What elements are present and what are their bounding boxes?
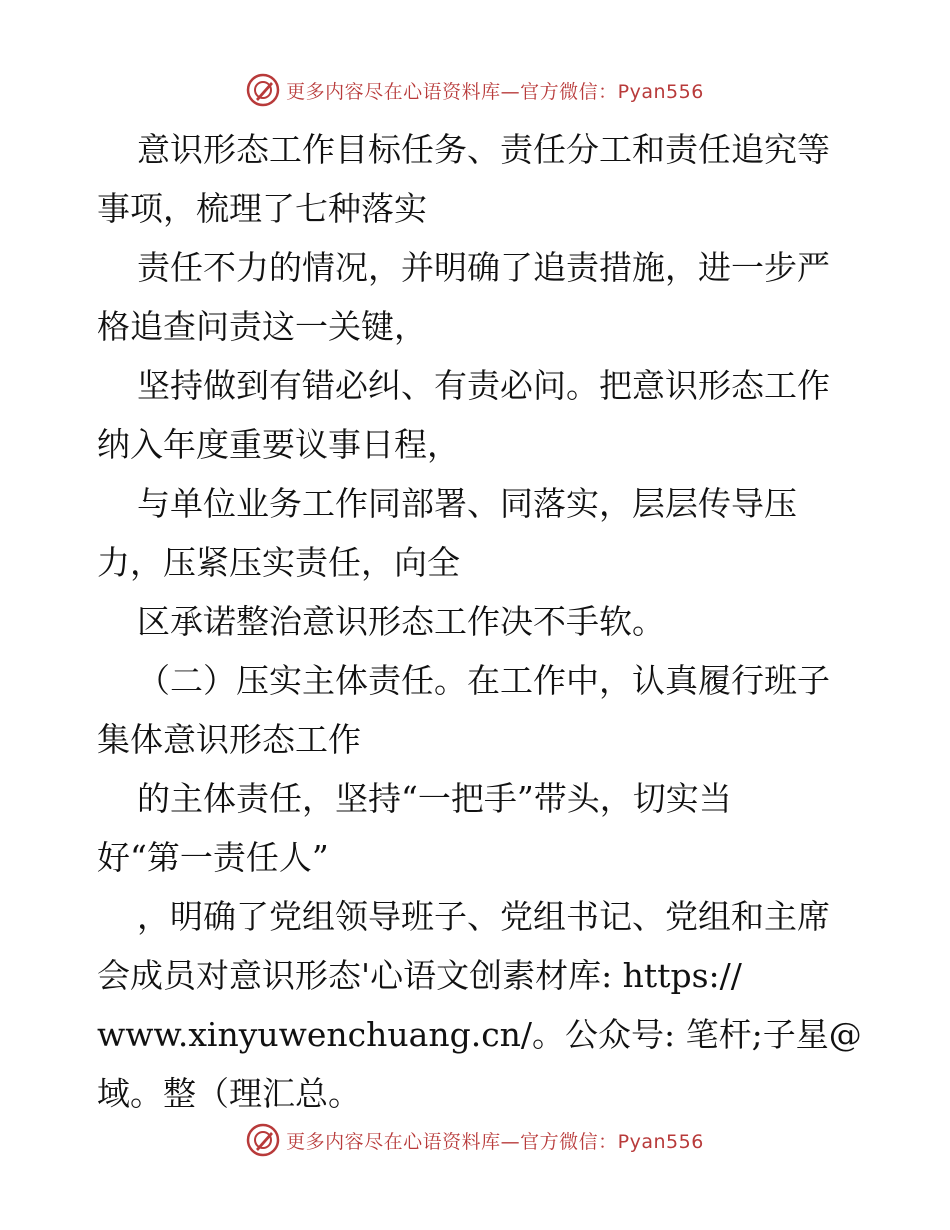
watermark-text: 更多内容尽在心语资料库—官方微信：Pyan556	[286, 80, 704, 103]
text-line: 集体意识形态工作	[97, 720, 361, 759]
text-line: ，明确了党组领导班子、党组书记、党组和主席	[137, 897, 830, 936]
watermark-text: 更多内容尽在心语资料库—官方微信：Pyan556	[286, 1130, 704, 1153]
text-line: 区承诺整治意识形态工作决不手软。	[137, 602, 665, 641]
text-line: 事项，梳理了七种落实	[97, 189, 427, 228]
text-line: 好“第一责任人”	[97, 838, 329, 877]
text-line: 格追查问责这一关键，	[97, 307, 427, 346]
text-line: 力，压紧压实责任，向全	[97, 543, 460, 582]
watermark-banner-bottom	[0, 1120, 950, 1160]
watermark-banner-top	[0, 70, 950, 110]
text-line: 坚持做到有错必纠、有责必问。把意识形态工作	[137, 366, 830, 405]
text-line: 与单位业务工作同部署、同落实，层层传导压	[137, 484, 797, 523]
text-line: 意识形态工作目标任务、责任分工和责任追究等	[137, 130, 830, 169]
text-line: 的主体责任，坚持“一把手”带头，切实当	[137, 779, 732, 818]
document-body	[97, 120, 862, 1123]
brand-logo-icon	[246, 73, 280, 107]
text-line: 会成员对意识形态'心语文创素材库: https://	[97, 956, 742, 995]
text-line: 域。整（理汇总。	[97, 1074, 361, 1113]
text-line: 责任不力的情况，并明确了追责措施，进一步严	[137, 248, 830, 287]
text-line: （二）压实主体责任。在工作中，认真履行班子	[137, 661, 830, 700]
brand-logo-icon	[246, 1123, 280, 1157]
text-line: 纳入年度重要议事日程，	[97, 425, 460, 464]
text-line: www.xinyuwenchuang.cn/。公众号: 笔杆;子星@	[97, 1015, 862, 1054]
